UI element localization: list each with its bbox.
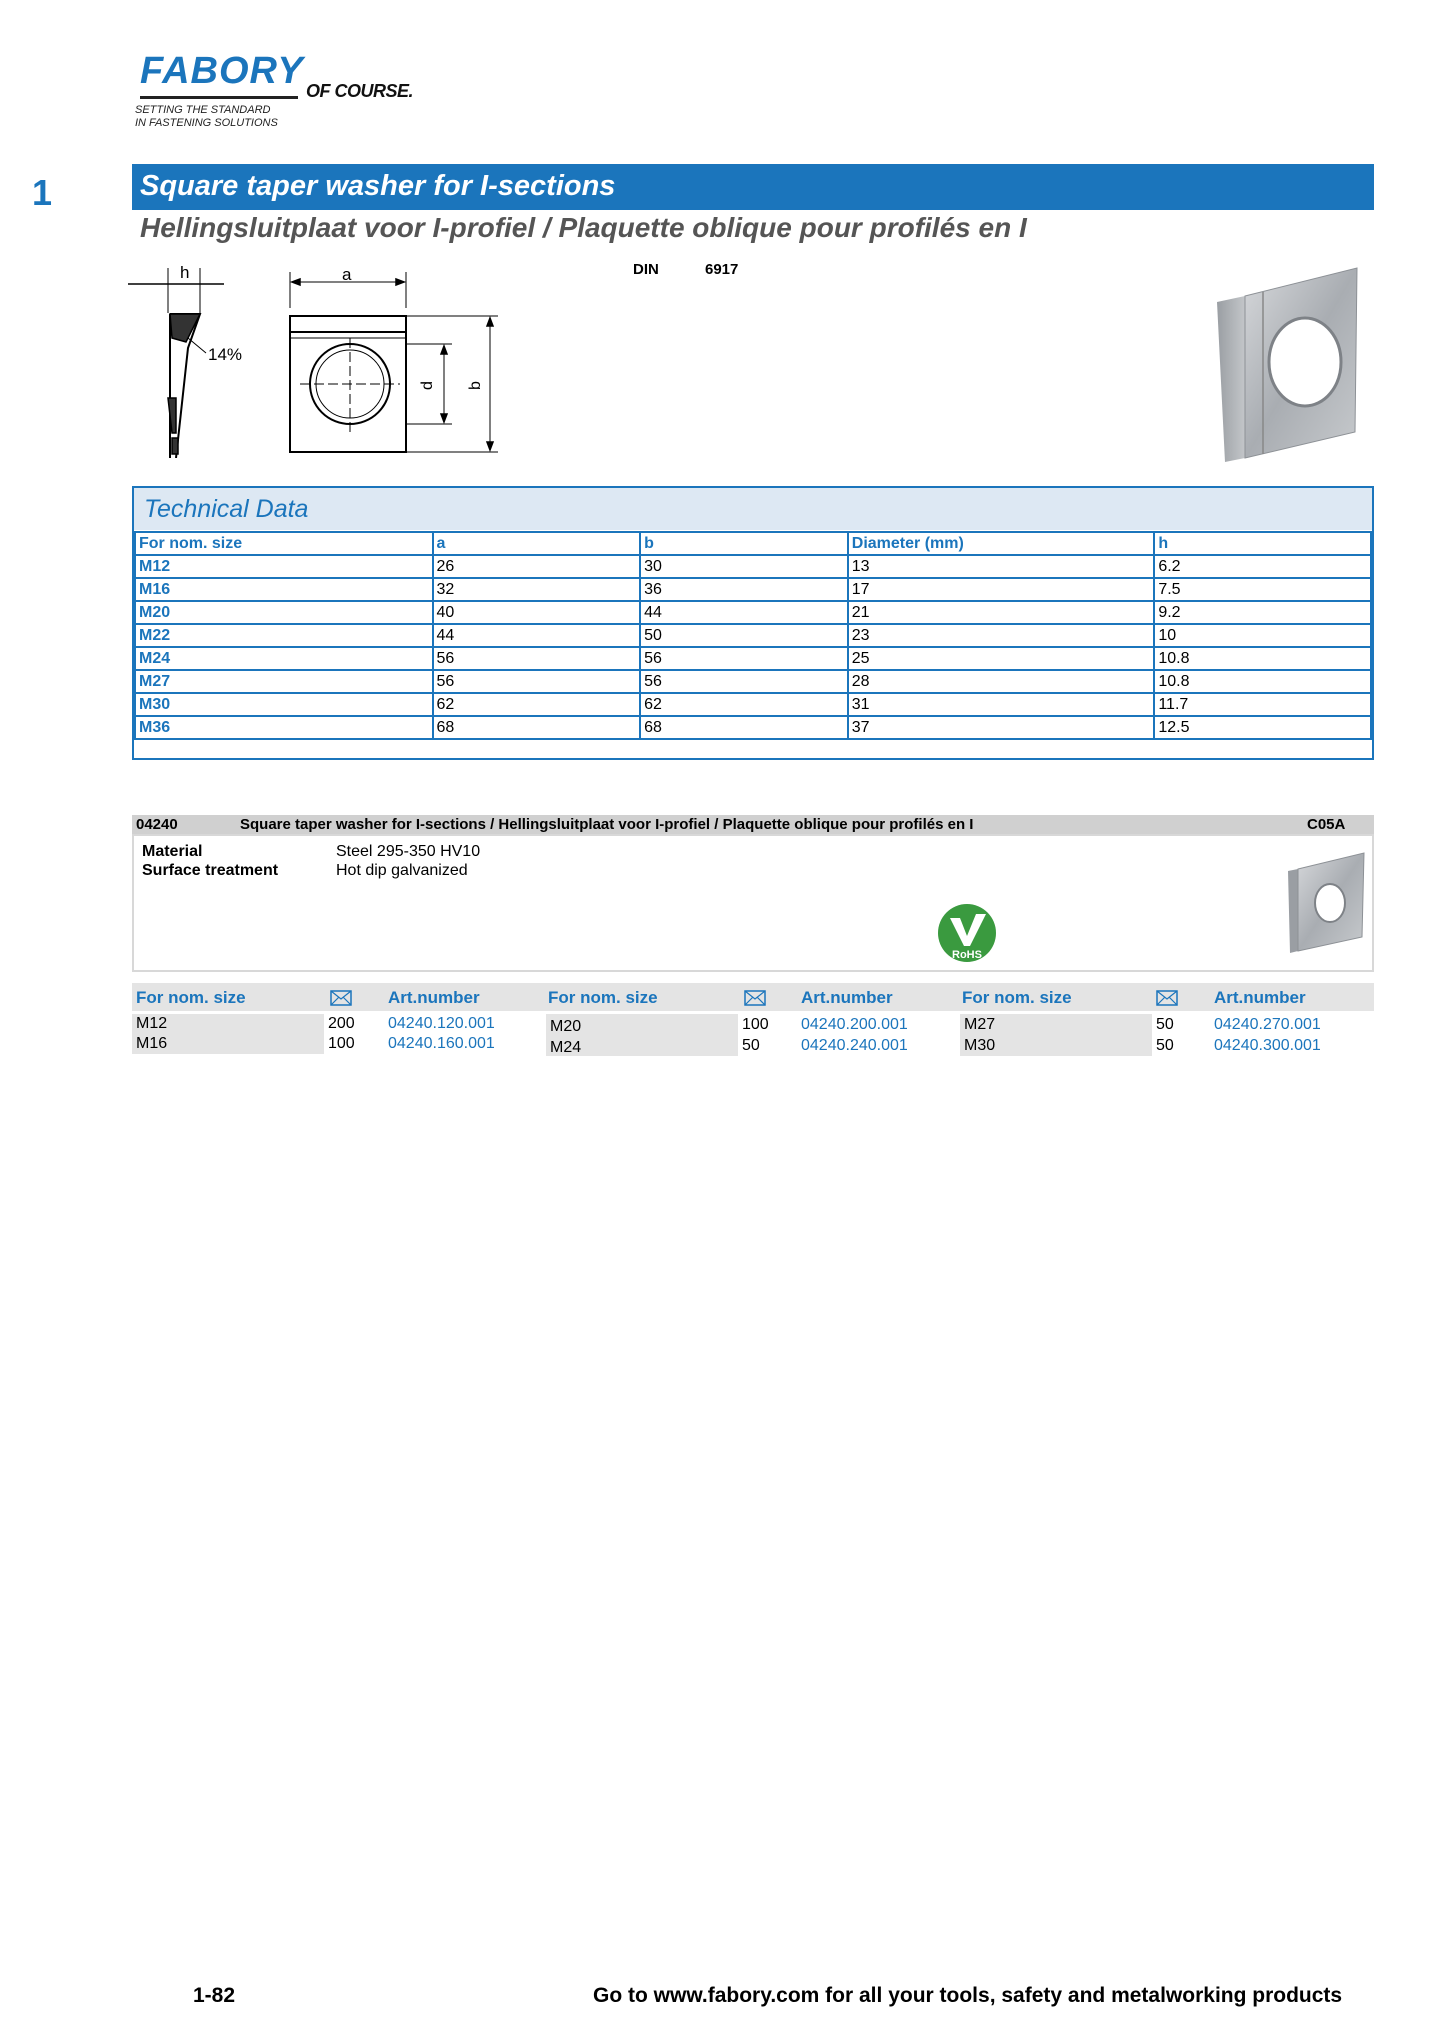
table-cell: 9.2 (1154, 601, 1371, 624)
list-item-qty: 50 (1156, 1016, 1174, 1033)
rohs-label: RoHS (952, 949, 982, 961)
table-cell: 44 (433, 624, 641, 647)
page-title: Square taper washer for I-sections (140, 170, 616, 202)
table-cell: 31 (848, 693, 1155, 716)
table-cell: 68 (640, 716, 848, 739)
table-cell: M24 (135, 647, 433, 670)
column-header: Diameter (mm) (848, 532, 1155, 555)
product-description: Square taper washer for I-sections / Hellingsluitplaat voor I-profiel / Plaquette oblique pour profilés en I (240, 816, 974, 833)
table-row (135, 693, 1371, 716)
column-header: a (433, 532, 641, 555)
table-cell: M30 (135, 693, 433, 716)
table-cell: 62 (433, 693, 641, 716)
column-header: h (1154, 532, 1371, 555)
list-item-qty: 50 (742, 1037, 760, 1054)
table-cell: 50 (640, 624, 848, 647)
chapter-number: 1 (32, 172, 53, 213)
list-item-qty: 50 (1156, 1037, 1174, 1054)
table-cell: 25 (848, 647, 1155, 670)
table-row (135, 555, 1371, 578)
table-row (135, 670, 1371, 693)
table-cell: 28 (848, 670, 1155, 693)
page-number: 1-82 (193, 1984, 236, 2007)
packaging-icon (1156, 990, 1178, 1006)
table-row (135, 716, 1371, 739)
table-cell: M16 (135, 578, 433, 601)
table-header-row (135, 532, 1371, 555)
packaging-icon (330, 990, 352, 1006)
table-cell: M22 (135, 624, 433, 647)
table-cell: 26 (433, 555, 641, 578)
table-cell: 11.7 (1154, 693, 1371, 716)
list-item-size: M24 (550, 1039, 582, 1056)
technical-data-header (134, 488, 1372, 530)
table-cell: 56 (433, 670, 641, 693)
column-header-size: For nom. size (136, 988, 246, 1007)
table-cell: 17 (848, 578, 1155, 601)
table-cell: M12 (135, 555, 433, 578)
product-category: C05A (1307, 816, 1346, 833)
brand-tagline (135, 104, 278, 130)
column-header-size: For nom. size (548, 988, 658, 1007)
column-header: For nom. size (135, 532, 433, 555)
column-header-size: For nom. size (962, 988, 1072, 1007)
article-number-link[interactable]: 04240.200.001 (801, 1016, 908, 1033)
material-value: Steel 295-350 HV10 (336, 843, 481, 860)
table-cell: 68 (433, 716, 641, 739)
technical-drawing (128, 258, 510, 458)
dim-h-label: h (180, 263, 190, 282)
list-item-size: M20 (550, 1018, 582, 1035)
table-row (135, 624, 1371, 647)
table-cell: 56 (640, 670, 848, 693)
technical-data-table (134, 531, 1372, 740)
article-number-link[interactable]: 04240.270.001 (1214, 1016, 1321, 1033)
spec-values (336, 842, 480, 880)
page-subtitle: Hellingsluitplaat voor I-profiel / Plaquette oblique pour profilés en I (140, 212, 1027, 243)
table-cell: 10 (1154, 624, 1371, 647)
column-header-art: Art.number (388, 988, 480, 1007)
table-cell: M20 (135, 601, 433, 624)
table-cell: 62 (640, 693, 848, 716)
table-cell: 12.5 (1154, 716, 1371, 739)
washer-thumbnail (1284, 849, 1366, 953)
spec-labels (142, 842, 278, 880)
list-item-qty: 100 (742, 1016, 769, 1033)
tagline-line-1: SETTING THE STANDARD (135, 104, 271, 116)
list-item-qty: 100 (328, 1035, 355, 1052)
dim-b-label: b (467, 381, 484, 390)
column-header-art: Art.number (801, 988, 893, 1007)
brand-logo: FABORY (140, 50, 304, 92)
table-cell: 40 (433, 601, 641, 624)
list-item-size: M27 (964, 1016, 996, 1033)
table-row (135, 647, 1371, 670)
product-code: 04240 (136, 816, 178, 833)
rohs-icon (936, 902, 998, 964)
article-number-link[interactable]: 04240.240.001 (801, 1037, 908, 1054)
table-cell: 56 (640, 647, 848, 670)
article-number-link[interactable]: 04240.120.001 (388, 1015, 495, 1032)
dim-a-label: a (342, 265, 352, 284)
table-cell: M27 (135, 670, 433, 693)
standard-label: DIN (633, 261, 659, 278)
table-cell: M36 (135, 716, 433, 739)
standard-value: 6917 (705, 261, 739, 278)
brand-slogan: OF COURSE. (306, 81, 414, 101)
logo-underline (140, 96, 298, 99)
list-item-size: M16 (136, 1035, 168, 1052)
table-cell: 56 (433, 647, 641, 670)
surface-value: Hot dip galvanized (336, 862, 468, 879)
table-cell: 37 (848, 716, 1155, 739)
table-row (135, 578, 1371, 601)
washer-photo (1205, 262, 1367, 462)
article-number-link[interactable]: 04240.300.001 (1214, 1037, 1321, 1054)
material-label: Material (142, 843, 203, 860)
list-item-size: M30 (964, 1037, 996, 1054)
footer-text: Go to www.fabory.com for all your tools, safety and metalworking products (593, 1984, 1343, 2007)
table-cell: 30 (640, 555, 848, 578)
table-cell: 32 (433, 578, 641, 601)
table-cell: 44 (640, 601, 848, 624)
surface-label: Surface treatment (142, 862, 279, 879)
list-item-qty: 200 (328, 1015, 355, 1032)
table-row (135, 601, 1371, 624)
table-cell: 10.8 (1154, 670, 1371, 693)
table-cell: 21 (848, 601, 1155, 624)
packaging-icon (744, 990, 766, 1006)
table-cell: 10.8 (1154, 647, 1371, 670)
column-header-art: Art.number (1214, 988, 1306, 1007)
technical-data-title: Technical Data (144, 495, 309, 523)
column-header: b (640, 532, 848, 555)
table-cell: 13 (848, 555, 1155, 578)
table-cell: 6.2 (1154, 555, 1371, 578)
list-item-size: M12 (136, 1015, 168, 1032)
table-cell: 7.5 (1154, 578, 1371, 601)
table-cell: 36 (640, 578, 848, 601)
dim-d-label: d (419, 381, 436, 390)
table-cell: 23 (848, 624, 1155, 647)
slope-label: 14% (208, 345, 243, 364)
article-number-link[interactable]: 04240.160.001 (388, 1035, 495, 1052)
product-info-box (132, 834, 1374, 972)
tagline-line-2: IN FASTENING SOLUTIONS (135, 117, 278, 129)
